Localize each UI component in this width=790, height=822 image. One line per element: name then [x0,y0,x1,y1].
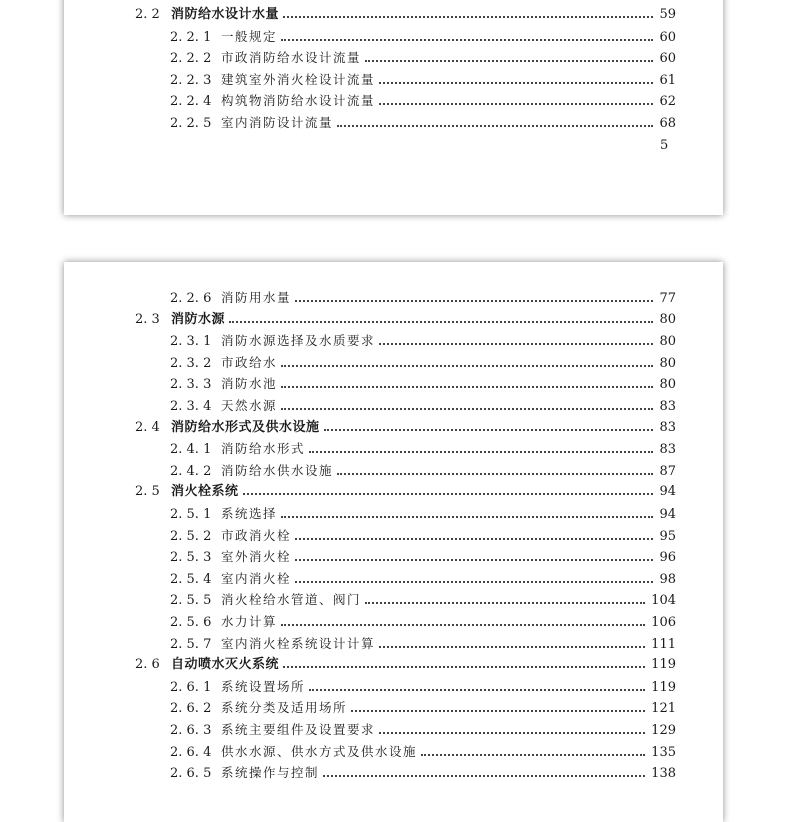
toc-entry-number: 2. 2. 3 [170,72,212,88]
toc-entry-page: 106 [651,615,676,630]
toc-entry-title: 消防水源选择及水质要求 [221,333,376,349]
toc-section-row [135,483,676,503]
dot-leader [229,321,653,323]
toc-entry-title: 消防给水设计水量 [171,7,280,22]
toc-entry-title: 室内消火栓系统设计计算 [221,635,376,651]
toc-entry-number: 2. 5. 3 [170,550,212,566]
toc-entry-page: 80 [659,355,676,371]
toc-entry-number: 2. 5 [135,484,160,500]
toc-entry-title: 消火栓系统 [171,484,239,500]
toc-entry-page: 83 [659,419,676,435]
toc-entry-number: 2. 2. 2 [170,51,212,67]
toc-entry-page: 95 [659,528,676,544]
toc-entry-title: 天然水源 [221,398,278,413]
toc-subsection-row [170,548,676,568]
toc-subsection-row [170,114,676,134]
toc-entry-number: 2. 2. 4 [170,94,212,110]
toc-subsection-row [170,505,676,525]
dot-leader [309,689,645,691]
dot-leader [281,365,653,367]
dot-leader [295,559,653,561]
toc-entry-number: 2. 5. 2 [170,528,212,544]
toc-entry-page: 119 [651,657,676,673]
toc-subsection-row [170,71,676,91]
toc-section-row [135,311,676,331]
dot-leader [281,624,645,626]
toc-entry-page: 96 [659,550,676,566]
toc-section-row [135,656,676,676]
toc-entry-number: 2. 6. 2 [170,701,212,717]
dot-leader [323,775,645,777]
toc-entry-title: 系统选择 [221,506,278,521]
toc-entry-number: 2. 2. 1 [170,29,212,45]
toc-entry-title: 消防水源 [171,311,226,327]
dot-leader [295,581,653,583]
toc-subsection-row [170,289,676,309]
dot-leader [281,39,653,41]
toc-entry-page: 83 [659,442,676,458]
toc-entry-number: 2. 6. 4 [170,744,212,760]
toc-entry-number: 2. 2. 6 [170,291,212,306]
toc-entry-number: 2. 3. 3 [170,377,212,393]
toc-entry-page: 87 [659,463,676,479]
toc-subsection-row [170,635,676,655]
toc-entry-number: 2. 5. 6 [170,615,212,630]
toc-entry-page: 119 [651,679,676,695]
toc-entry-number: 2. 6. 3 [170,723,212,738]
toc-subsection-row [170,613,676,633]
toc-subsection-row [170,527,676,547]
toc-entry-title: 消防用水量 [221,290,292,305]
dot-leader [365,602,645,604]
toc-entry-number: 2. 4. 2 [170,463,212,479]
toc-entry-number: 2. 5. 4 [170,571,212,587]
dot-leader [324,429,654,431]
toc-entry-title: 水力计算 [221,614,278,629]
toc-page-top [64,0,723,215]
toc-subsection-row [170,591,676,611]
toc-entry-number: 2. 3. 1 [170,334,212,350]
toc-section-row [135,6,676,26]
toc-subsection-row [170,397,676,417]
toc-entry-title: 系统主要组件及设置要求 [221,722,376,737]
toc-entry-number: 2. 5. 7 [170,636,212,652]
dot-leader [243,493,654,495]
toc-entry-title: 系统操作与控制 [221,765,320,781]
dot-leader [379,103,653,105]
toc-entry-page: 60 [659,29,676,45]
toc-subsection-row [170,28,676,48]
toc-subsection-row [170,354,676,374]
toc-subsection-row [170,678,676,698]
toc-entry-title: 消防给水形式 [221,441,306,457]
toc-subsection-row [170,721,676,741]
toc-entry-title: 消火栓给水管道、阀门 [221,592,362,608]
toc-entry-title: 室内消火栓 [221,570,292,586]
toc-subsection-row [170,764,676,784]
dot-leader [351,710,645,712]
dot-leader [365,60,653,62]
toc-entry-title: 一般规定 [221,28,278,44]
toc-entry-number: 2. 2 [135,7,160,22]
toc-entry-title: 自动喷水灭火系统 [171,657,280,673]
toc-entry-number: 2. 3. 4 [170,399,212,414]
toc-entry-number: 2. 2. 5 [170,116,212,131]
toc-subsection-row [170,743,676,763]
toc-subsection-row [170,570,676,590]
dot-leader [337,473,653,475]
toc-entry-title: 市政消火栓 [221,527,292,543]
toc-entry-page: 121 [651,701,676,717]
dot-leader [295,538,653,540]
toc-entry-page: 80 [659,311,676,327]
dot-leader [283,666,645,668]
toc-entry-number: 2. 6. 1 [170,679,212,695]
toc-subsection-row [170,375,676,395]
toc-entry-page: 94 [659,507,676,522]
toc-entry-number: 2. 6. 5 [170,766,212,782]
toc-entry-number: 2. 5. 1 [170,507,212,522]
toc-entry-title: 室内消防设计流量 [221,115,334,130]
toc-entry-title: 构筑物消防给水设计流量 [221,93,376,109]
dot-leader [379,343,653,345]
toc-entry-number: 2. 5. 5 [170,593,212,609]
dot-leader [281,408,653,410]
toc-entry-number: 2. 6 [135,657,160,673]
toc-entry-page: 77 [659,291,676,306]
dot-leader [281,516,653,518]
dot-leader [379,82,653,84]
toc-entry-title: 系统分类及适用场所 [221,700,348,716]
dot-leader [283,16,653,18]
toc-entry-page: 59 [659,7,676,22]
dot-leader [281,386,653,388]
toc-entry-page: 61 [659,72,676,88]
toc-entry-title: 市政消防给水设计流量 [221,50,362,66]
toc-entry-title: 供水水源、供水方式及供水设施 [221,743,418,759]
dot-leader [309,451,653,453]
toc-subsection-row [170,92,676,112]
toc-entry-number: 2. 3 [135,311,160,327]
toc-entry-page: 104 [651,593,676,609]
toc-entry-number: 2. 3. 2 [170,355,212,371]
toc-entry-page: 62 [659,94,676,110]
toc-entry-page: 80 [659,377,676,393]
toc-entry-page: 98 [659,571,676,587]
dot-leader [379,732,645,734]
toc-subsection-row [170,462,676,482]
toc-subsection-row [170,49,676,69]
toc-entry-page: 80 [659,334,676,350]
toc-entry-page: 111 [651,636,676,652]
page-number: 5 [660,138,669,153]
toc-entry-page: 135 [651,744,676,760]
toc-entry-title: 系统设置场所 [221,678,306,694]
toc-entry-page: 83 [659,399,676,414]
toc-entry-number: 2. 4. 1 [170,442,212,458]
toc-entry-title: 消防水池 [221,376,278,392]
toc-entry-page: 60 [659,51,676,67]
toc-entry-page: 138 [651,766,676,782]
dot-leader [337,125,653,127]
toc-section-row [135,419,676,439]
toc-entry-number: 2. 4 [135,419,160,435]
toc-entry-title: 消防给水供水设施 [221,462,334,478]
dot-leader [421,754,645,756]
toc-subsection-row [170,332,676,352]
toc-entry-page: 68 [659,116,676,131]
dot-leader [295,300,653,302]
toc-entry-title: 消防给水形式及供水设施 [171,419,320,435]
toc-entry-page: 94 [659,484,676,500]
toc-page-bottom [64,262,723,822]
toc-subsection-row [170,699,676,719]
toc-entry-title: 室外消火栓 [221,549,292,565]
toc-entry-page: 129 [651,723,676,738]
toc-entry-title: 建筑室外消火栓设计流量 [221,71,376,87]
toc-entry-title: 市政给水 [221,354,278,370]
dot-leader [379,646,645,648]
toc-subsection-row [170,440,676,460]
